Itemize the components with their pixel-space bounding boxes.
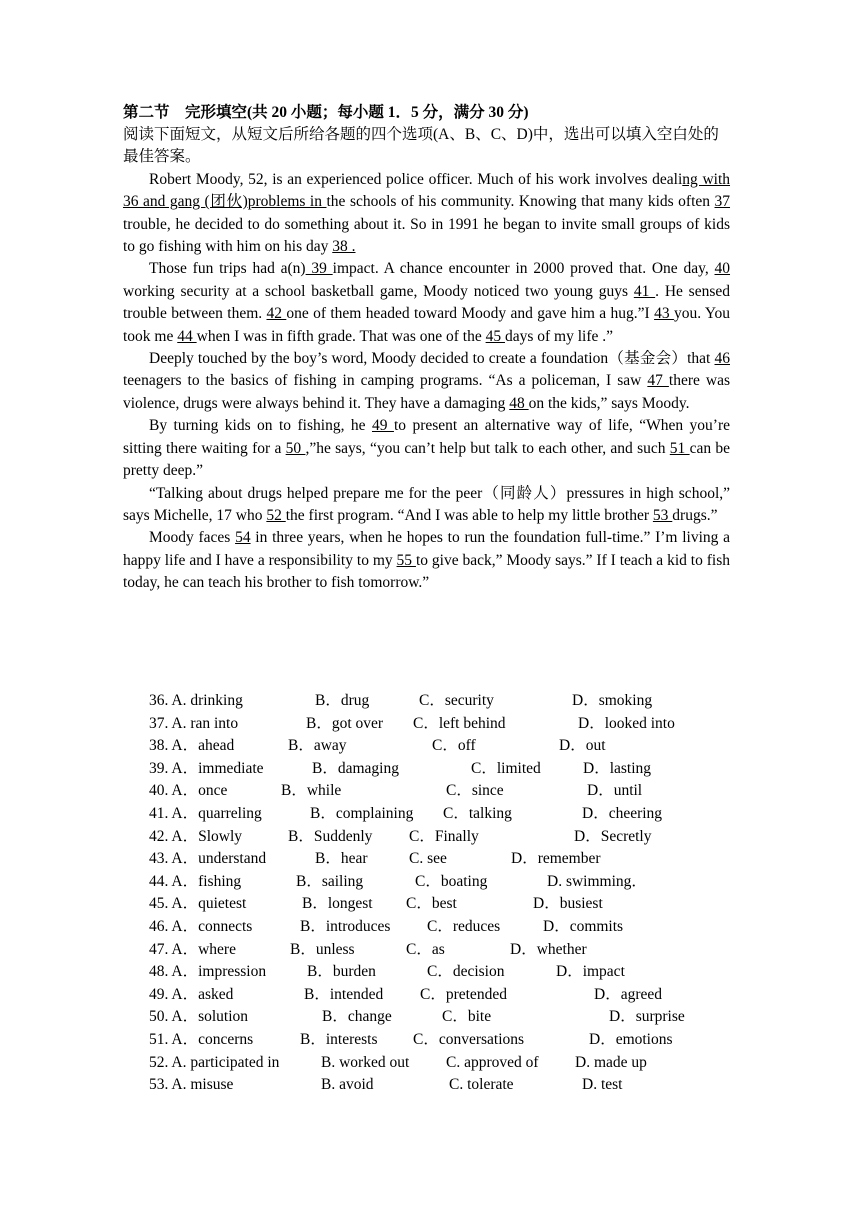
blank-segment: 41	[633, 282, 656, 300]
option-row	[0, 1006, 860, 1029]
blank-segment: 52	[266, 506, 286, 524]
option-b: B．away	[288, 737, 347, 755]
option-c: C．security	[419, 692, 494, 709]
option-d: D．remember	[511, 850, 601, 868]
option-c: C．as	[406, 940, 445, 958]
option-c: C．boating	[415, 872, 488, 890]
option-row	[0, 939, 860, 962]
option-row	[0, 780, 860, 803]
text-segment: to present an alternative way of life, “When you’re sitting there waiting for a	[123, 417, 730, 457]
option-b: B．burden	[307, 963, 376, 981]
blank-segment: 40	[714, 260, 731, 278]
option-d: D．agreed	[594, 985, 662, 1003]
text-segment: to give back,” Moody says.” If I teach a kid to fish today, he can teach his brother to fish tomorrow.”	[123, 551, 730, 592]
option-a: 40. A．once	[149, 782, 228, 800]
text-segment: one of them headed toward Moody and gave him a hug.”I	[286, 305, 655, 323]
option-b: B．Suddenly	[288, 827, 373, 845]
option-row	[0, 848, 860, 871]
blank-segment: 39	[305, 260, 333, 278]
passage-paragraph	[123, 483, 730, 528]
text-segment: teenagers to the basics of fishing in camping programs. “As a policeman, I saw	[123, 372, 648, 390]
passage-paragraph	[123, 527, 730, 594]
blank-segment: 45	[485, 327, 505, 345]
option-c: C. approved of	[446, 1053, 539, 1071]
option-row	[0, 1029, 860, 1052]
text-segment: you. You took me	[123, 305, 730, 345]
option-row	[0, 916, 860, 939]
option-d: D．cheering	[582, 804, 663, 822]
option-a: 44. A．fishing	[149, 872, 242, 890]
option-b: B．complaining	[310, 804, 414, 822]
option-d: D．surprise	[609, 1008, 685, 1026]
option-a: 52. A. participated in	[149, 1053, 280, 1071]
option-a: 37. A. ran into	[149, 714, 239, 732]
option-a: 42. A．Slowly	[149, 827, 243, 845]
option-c: C．off	[432, 737, 476, 755]
option-row	[0, 735, 860, 758]
option-d: D．whether	[510, 940, 587, 958]
option-b: B．intended	[304, 985, 384, 1003]
text-segment: the first program. “And I was able to help my little brother	[285, 506, 653, 524]
option-d: D．lasting	[583, 759, 652, 777]
passage	[123, 169, 730, 595]
section-instruction: 阅读下面短文，从短文后所给各题的四个选项(A、B、C、D)中，选出可以填入空白处的最佳答案。	[123, 126, 719, 166]
option-row	[0, 1074, 860, 1097]
blank-segment: 54	[235, 529, 251, 547]
option-a: 51. A．concerns	[149, 1030, 254, 1048]
option-row	[0, 871, 860, 894]
option-c: C．talking	[443, 804, 512, 822]
text-segment: days of my life .”	[504, 327, 614, 345]
text-segment: in three years, when he hopes to run the foundation full-time.” I’m living a happy life and I have a responsibility to my	[123, 529, 730, 569]
option-c: C．limited	[471, 759, 541, 777]
option-row	[0, 758, 860, 781]
blank-segment: 53	[652, 506, 673, 524]
option-b: B．got over	[306, 714, 384, 732]
text-segment: impact. A chance encounter in 2000 proved that. One day,	[332, 260, 715, 278]
text-segment: Deeply touched by the boy’s word, Moody decided to create a foundation（基金会）that	[149, 350, 715, 368]
option-row	[0, 826, 860, 849]
option-a: 50. A．solution	[149, 1008, 249, 1026]
option-d: D．commits	[543, 917, 624, 935]
blank-segment: 50	[285, 439, 306, 457]
option-a: 47. A．where	[149, 940, 236, 958]
option-a: 49. A．asked	[149, 985, 234, 1003]
blank-segment: 47	[647, 372, 669, 390]
text-segment: ,”he says, “you can’t help but talk to each other, and such	[305, 439, 670, 457]
option-d: D．looked into	[578, 714, 675, 732]
option-a: 38. A．ahead	[149, 737, 235, 755]
option-b: B．unless	[290, 940, 355, 958]
blank-segment: 46	[714, 350, 730, 368]
text-segment: “Talking about drugs helped prepare me for the peer（同龄人）pressures in high school,” says Michelle, 17 who	[123, 484, 730, 524]
option-row	[0, 713, 860, 736]
option-d: D．busiest	[533, 895, 603, 913]
option-b: B．while	[281, 782, 342, 800]
option-b: B．introduces	[300, 917, 391, 935]
blank-segment: 48	[509, 394, 529, 412]
option-a: 36. A. drinking	[149, 692, 243, 709]
text-segment: trouble, he decided to do something about it. So in 1991 he began to invite small groups of kids to go fishing with him on his day	[123, 215, 730, 256]
blank-segment: 43	[654, 305, 674, 323]
answer-options	[0, 690, 860, 1097]
option-row	[0, 690, 860, 713]
text-segment: on the kids,” says Moody.	[528, 394, 690, 412]
option-b: B．change	[322, 1008, 392, 1026]
option-c: C．left behind	[413, 714, 506, 732]
option-b: B．longest	[302, 895, 373, 913]
text-segment: the schools of his community. Knowing that many kids often	[326, 193, 715, 211]
option-a: 53. A. misuse	[149, 1076, 234, 1094]
text-segment: By turning kids on to fishing, he	[149, 417, 372, 435]
option-b: B．hear	[315, 850, 368, 868]
option-d: D. swimming．	[547, 872, 647, 890]
content	[123, 102, 730, 595]
passage-paragraph	[123, 348, 730, 415]
option-a: 39. A．immediate	[149, 759, 264, 777]
option-d: D．out	[559, 737, 606, 755]
text-segment: Robert Moody, 52, is an experienced police officer. Much of his work involves deali	[149, 170, 683, 188]
option-c: C．conversations	[413, 1030, 525, 1048]
option-row	[0, 961, 860, 984]
option-a: 48. A．impression	[149, 963, 267, 981]
option-c: C．bite	[442, 1008, 492, 1026]
passage-paragraph	[123, 415, 730, 482]
option-b: B．interests	[300, 1030, 378, 1048]
option-c: C．reduces	[427, 917, 501, 935]
blank-segment: 38 .	[332, 238, 356, 256]
text-segment: there was violence, drugs were always behind it. They have a damaging	[123, 372, 731, 412]
blank-segment: 51	[669, 439, 690, 457]
section-title: 第二节 完形填空(共 20 小题；每小题 1．5 分，满分 30 分)	[123, 104, 529, 121]
option-row	[0, 1052, 860, 1075]
option-a: 45. A．quietest	[149, 895, 247, 913]
option-row	[0, 984, 860, 1007]
text-segment: when I was in fifth grade. That was one of the	[196, 327, 486, 345]
option-b: B．drug	[315, 692, 370, 709]
option-b: B．sailing	[296, 872, 364, 890]
text-segment: . He sensed trouble between them.	[123, 282, 731, 323]
option-d: D. made up	[575, 1053, 647, 1071]
option-b: B．damaging	[312, 759, 399, 777]
blank-segment: 55	[396, 551, 416, 569]
option-c: C．best	[406, 895, 457, 913]
option-row	[0, 803, 860, 826]
option-a: 46. A．connects	[149, 917, 253, 935]
blank-segment: 49	[371, 417, 394, 435]
blank-segment: 42	[266, 305, 287, 323]
text-segment: can be pretty deep.”	[123, 439, 731, 480]
option-c: C．Finally	[409, 827, 479, 845]
text-segment: drugs.”	[672, 506, 718, 524]
option-c: C．decision	[427, 963, 505, 981]
option-c: C．pretended	[420, 985, 507, 1003]
option-b: B. avoid	[321, 1076, 374, 1094]
option-d: D．Secretly	[574, 827, 652, 845]
option-row	[0, 893, 860, 916]
passage-paragraph	[123, 169, 730, 259]
option-a: 41. A．quarreling	[149, 804, 262, 822]
option-d: D．emotions	[589, 1030, 673, 1048]
passage-paragraph	[123, 258, 730, 348]
text-segment: Moody faces	[149, 529, 236, 547]
option-d: D. test	[582, 1076, 623, 1094]
blank-segment: ng with 36 and gang (团伙)problems in	[123, 170, 731, 211]
option-c: C. see	[409, 850, 447, 868]
option-a: 43. A．understand	[149, 850, 267, 868]
option-b: B. worked out	[321, 1053, 410, 1071]
option-d: D．until	[587, 782, 643, 800]
option-d: D．impact	[556, 963, 625, 981]
text-segment: working security at a school basketball game, Moody noticed two young guys	[123, 282, 634, 300]
text-segment: Those fun trips had a(n)	[149, 260, 306, 278]
blank-segment: 37	[714, 193, 731, 211]
option-d: D．smoking	[572, 692, 653, 709]
blank-segment: 44	[177, 327, 197, 345]
option-c: C．since	[446, 782, 504, 800]
option-c: C. tolerate	[449, 1076, 514, 1094]
